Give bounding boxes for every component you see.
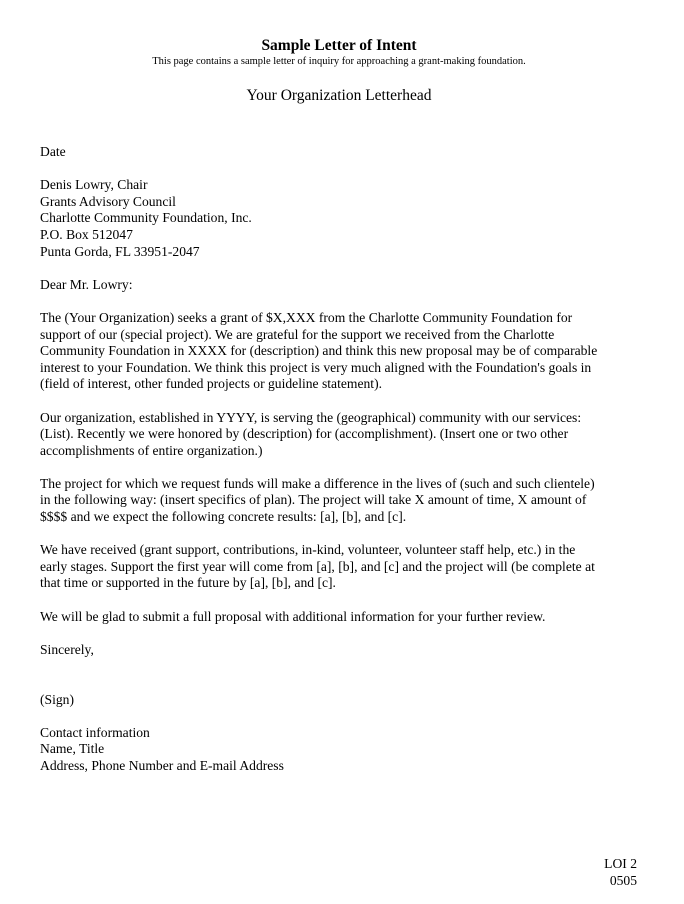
contact-line: Address, Phone Number and E-mail Address [40,757,284,773]
paragraph-closing [40,609,640,626]
complimentary-close: Sincerely, [40,641,94,657]
paragraph-line: interest to your Foundation. We think this project is very much aligned with the Foundation's goals in [40,359,592,375]
paragraph-line: We have received (grant support, contributions, in-kind, volunteer, volunteer staff help, etc.) in the [40,542,576,558]
paragraph-line: The project for which we request funds will make a difference in the lives of (such and such clientele) [40,475,595,491]
paragraph-line: (field of interest, other funded projects or guideline statement). [40,376,382,392]
paragraph-project [40,476,640,526]
paragraph-organization [40,410,640,460]
paragraph-line: accomplishments of entire organization.) [40,442,263,458]
paragraph-line: that time or supported in the future by [a], [b], and [c]. [40,575,336,591]
address-line: Punta Gorda, FL 33951-2047 [40,243,200,259]
contact-line: Contact information [40,724,150,740]
letter-body [40,144,640,775]
letter-date: Date [40,144,66,159]
address-line: Charlotte Community Foundation, Inc. [40,210,252,226]
signature-placeholder: (Sign) [40,691,74,707]
address-line: P.O. Box 512047 [40,226,133,242]
letterhead-placeholder: Your Organization Letterhead [246,87,432,104]
paragraph-line: The (Your Organization) seeks a grant of $X,XXX from the Charlotte Community Foundation for [40,309,573,325]
document-title: Sample Letter of Intent [261,37,417,54]
salutation: Dear Mr. Lowry: [40,276,133,292]
revision-code: 0505 [609,872,637,888]
paragraph-line: support of our (special project). We are grateful for the support we received from the Charlotte [40,326,555,342]
paragraph-request [40,310,640,393]
paragraph-support [40,542,640,592]
address-line: Denis Lowry, Chair [40,177,148,193]
paragraph-line: (List). Recently we were honored by (description) for (accomplishment). (Insert one or two other [40,426,569,442]
contact-line: Name, Title [40,741,105,757]
document-subtitle: This page contains a sample letter of inquiry for approaching a grant-making foundation. [152,56,526,67]
paragraph-line: early stages. Support the first year will come from [a], [b], and [c] and the project will (be complete at [40,558,595,574]
paragraph-line: Our organization, established in YYYY, is serving the (geographical) community with our services: [40,409,582,425]
paragraph-line: We will be glad to submit a full proposal with additional information for your further review. [40,608,546,624]
form-id: LOI 2 [604,856,637,871]
paragraph-line: Community Foundation in XXXX for (description) and think this new proposal may be of comparable [40,343,598,359]
paragraph-line: $$$$ and we expect the following concrete results: [a], [b], and [c]. [40,509,407,525]
paragraph-line: in the following way: (insert specifics of plan). The project will take X amount of time, X amount of [40,492,587,508]
address-line: Grants Advisory Council [40,193,176,209]
recipient-address [40,177,640,260]
contact-block [40,725,640,775]
page-footer [604,856,637,889]
